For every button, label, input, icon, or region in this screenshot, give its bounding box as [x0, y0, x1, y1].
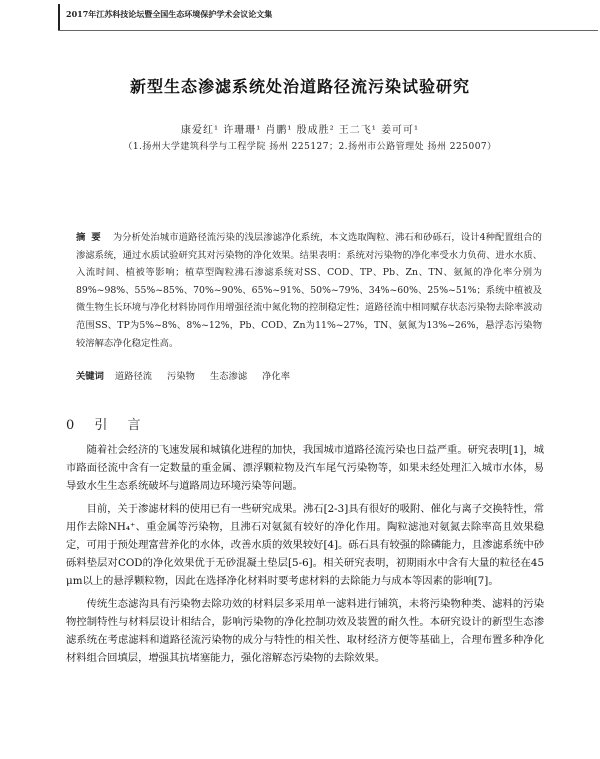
header-rule: [58, 4, 60, 30]
paper-title: 新型生态渗滤系统处治道路径流污染试验研究: [129, 77, 470, 96]
section-heading: 0 引 言: [66, 418, 149, 433]
body-text: [66, 441, 544, 671]
running-header: 2017年江苏科技论坛暨全国生态环境保护学术会议论文集: [66, 9, 273, 19]
paragraph: 随着社会经济的飞速发展和城镇化进程的加快，我国城市道路径流污染也日益严重。研究表明[1]，城市路面径流中含有一定数量的重金属、漂浮颗粒物及汽车尾气污染物等，如果未经处理汇入城市水体，易导致水生生态系统破坏与道路周边环境污染等问题。: [66, 444, 544, 493]
abstract: [76, 229, 542, 352]
keyword: 净化率: [262, 371, 290, 382]
paragraph: 传统生态滤沟具有污染物去除功效的材料层多采用单一滤料进行铺筑，未将污染物种类、滤料的污染物控制特性与材料层设计相结合，影响污染物的净化控制功效及装置的耐久性。本研究设计的新型生态渗滤系统在考虑滤料和道路径流污染物的成分与特性的相关性、取材经济方便等基础上，合理布置多种净化材料组合回填层，增强其抗堵塞能力，强化溶解态污染物的去除效果。: [66, 597, 544, 665]
affiliation: （1.扬州大学建筑科学与工程学院 扬州 225127；2.扬州市公路管理处 扬州 225007）: [123, 142, 497, 152]
keyword: 道路径流: [114, 371, 153, 382]
keywords: [76, 368, 542, 385]
abstract-label: 摘要: [76, 232, 107, 243]
author-list: 康爱红¹ 许珊珊¹ 肖鹏¹ 殷成胜² 王二飞¹ 姜可可¹: [181, 125, 419, 136]
paragraph: 目前，关于渗滤材料的使用已有一些研究成果。沸石[2-3]具有很好的吸附、催化与离子交换特性，常用作去除NH₄⁺、重金属等污染物，且沸石对氨氮有较好的净化作用。陶粒滤池对氨氮去除率高且效果稳定，可用于预处理富营养化的水体，改善水质的效果较好[4]。砾石具有较强的除磷能力，且渗滤系统中砂砾料垫层对COD的净化效果优于无砂混凝土垫层[5-6]。相关研究表明，初期雨水中含有大量的粒径在45 μm以上的悬浮颗粒物，因此在选择净化材料时要考虑材料的去除能力与成本等因素的影响[7]。: [66, 502, 544, 588]
keyword: 生态渗滤: [209, 371, 248, 382]
keywords-label: 关键词: [76, 371, 104, 382]
keyword: 污染物: [167, 371, 195, 382]
abstract-text: 为分析处治城市道路径流污染的浅层渗滤净化系统，本文选取陶粒、沸石和砂砾石，设计4种配置组合的渗滤系统，通过水质试验研究其对污染物的净化效果。结果表明：系统对污染物的净化率受水力负荷、进水水质、入流时间、植被等影响；植草型陶粒沸石渗滤系统对SS、COD、TP、Pb、Zn、TN、氨氮的净化率分别为89%~98%、55%~85%、70%~90%、65%~91%、50%~79%、34%~60%、25%~51%；系统中植被及微生物生长环境与净化材料协同作用增强径流中氮化物的控制稳定性；道路径流中相同赋存状态污染物去除率波动范围SS、TP为5%~8%、8%~12%，Pb、COD、Zn为11%~27%，TN、氨氮为13%~26%，悬浮态污染物较溶解态净化稳定性高。: [76, 232, 542, 349]
header-divider: [58, 30, 598, 31]
